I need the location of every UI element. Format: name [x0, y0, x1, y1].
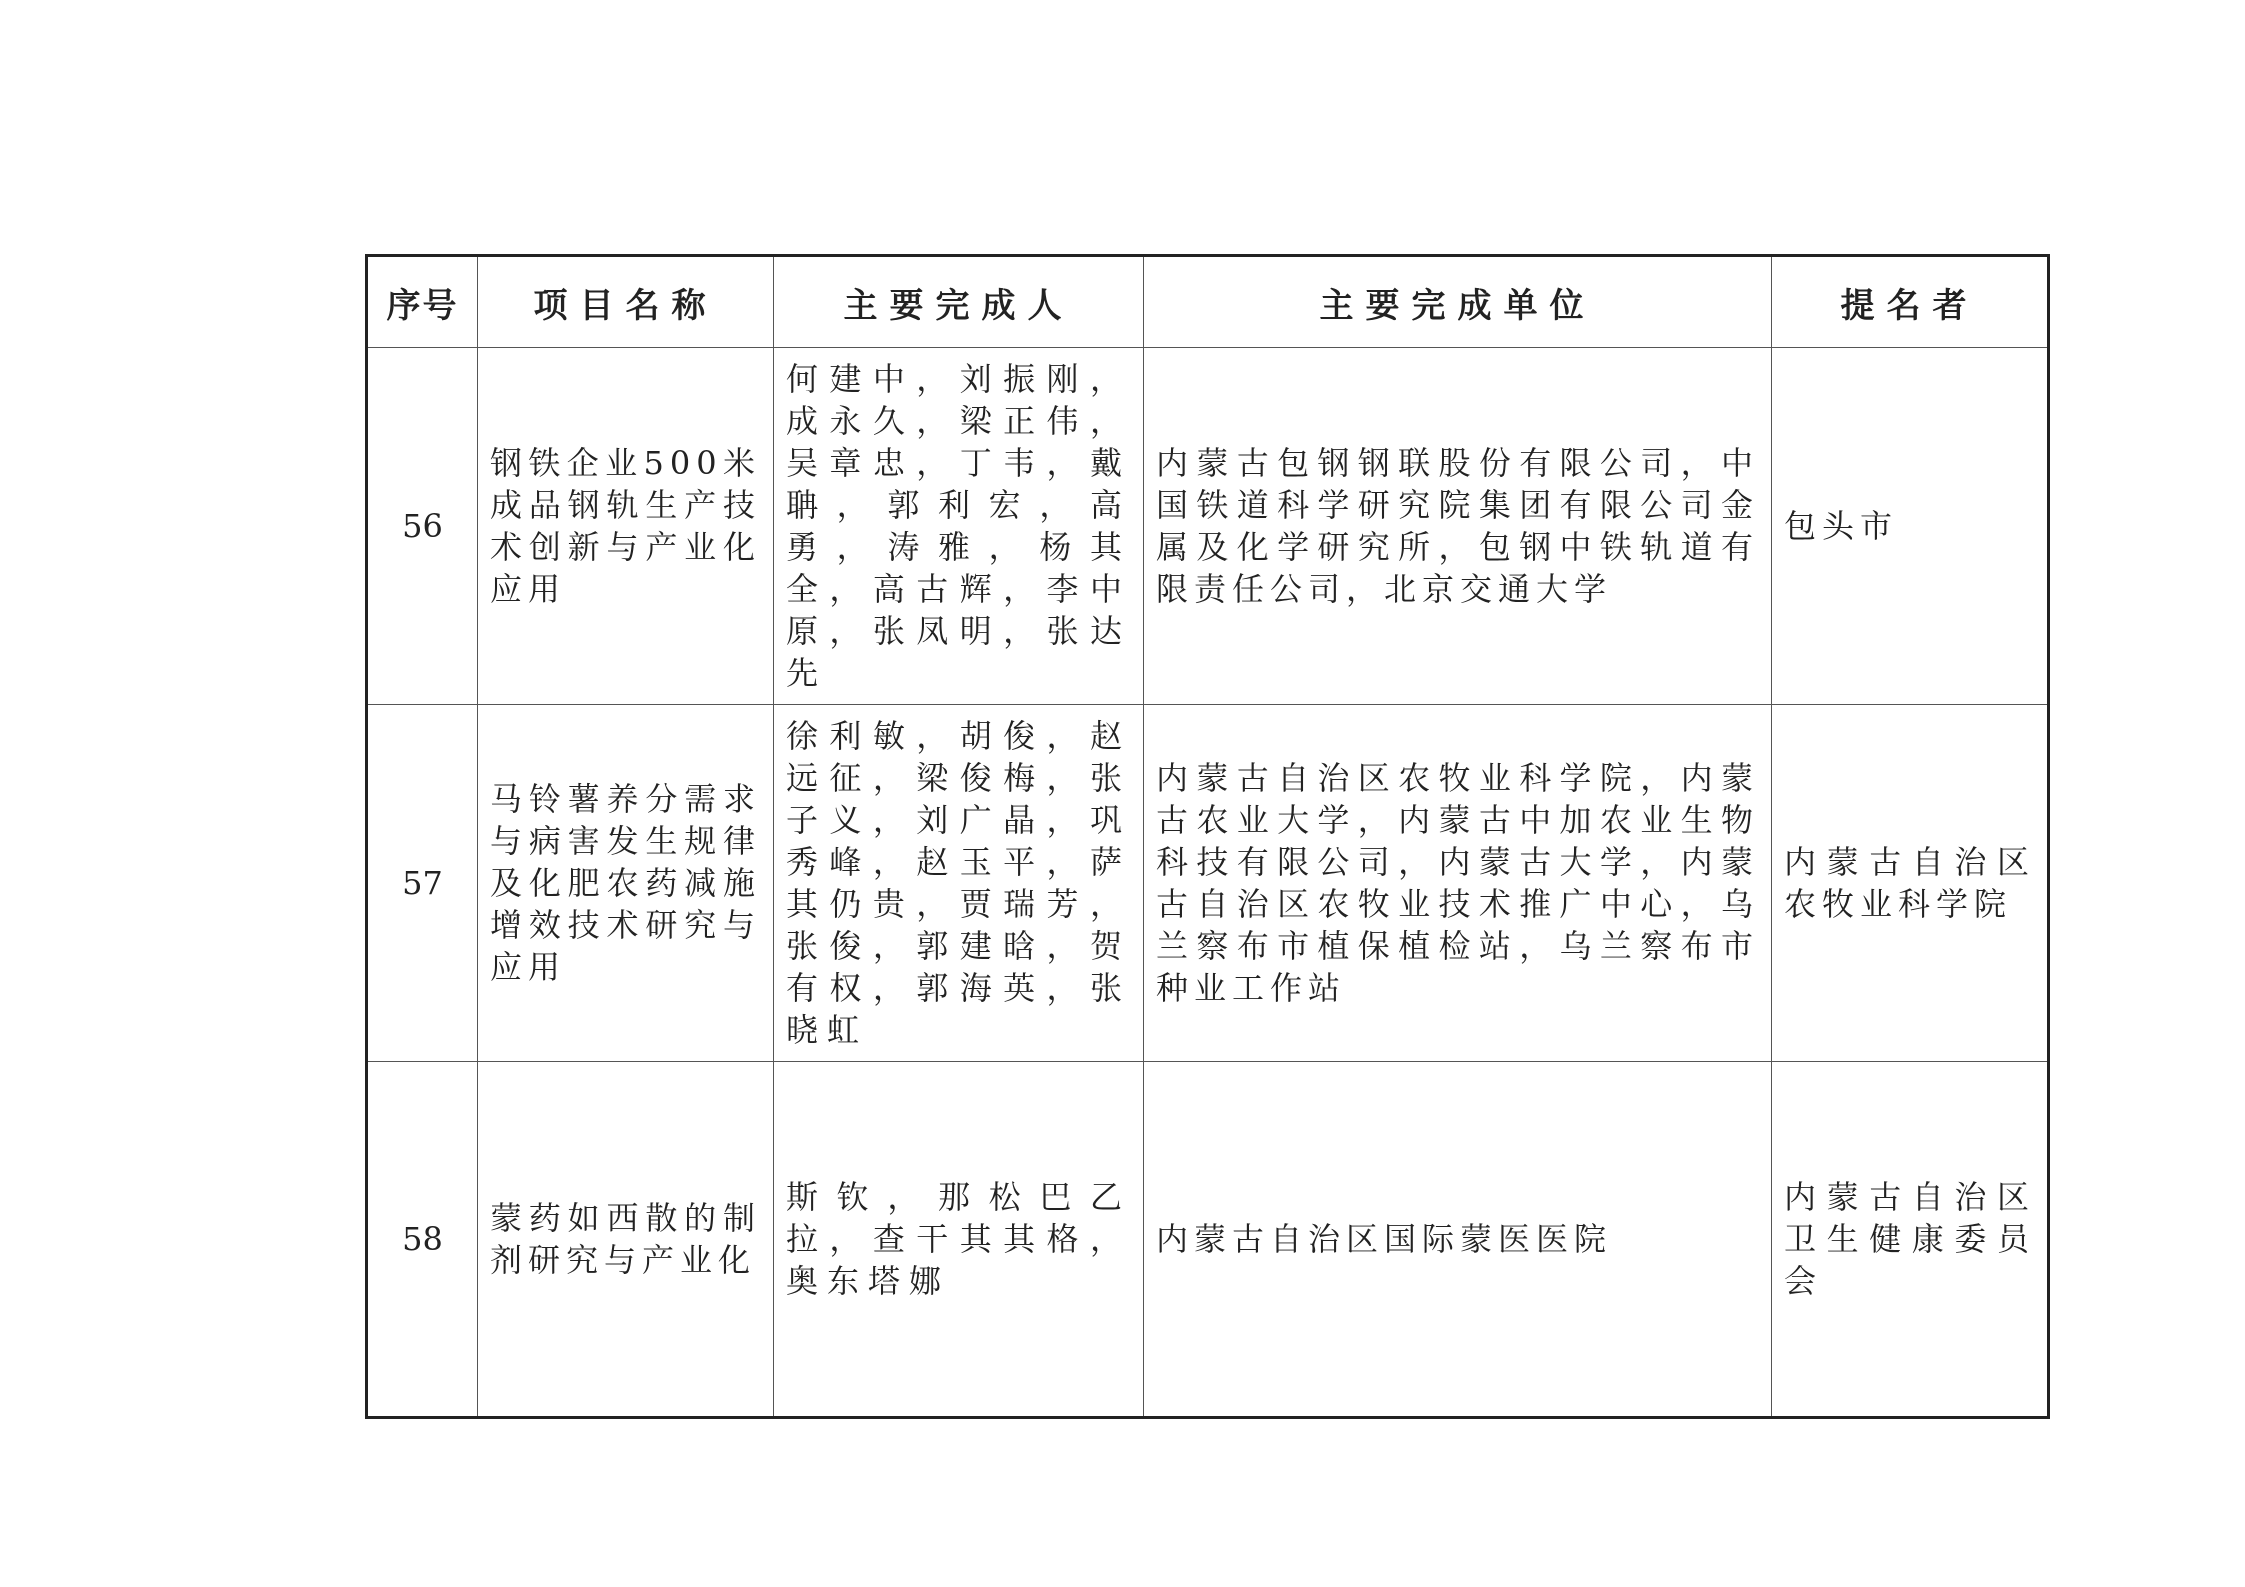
row-nominator: 内蒙古自治区卫生健康委员会 — [1772, 1062, 2049, 1418]
table-row — [367, 705, 2049, 1062]
header-main-persons: 主要完成人 — [774, 256, 1144, 348]
row-project-name: 钢铁企业500米成品钢轨生产技术创新与产业化应用 — [478, 348, 774, 705]
award-table — [365, 254, 2050, 1419]
header-nominator: 提名者 — [1772, 256, 2049, 348]
row-seq: 57 — [367, 705, 478, 1062]
row-seq: 56 — [367, 348, 478, 705]
header-main-units: 主要完成单位 — [1144, 256, 1772, 348]
row-main-persons: 何建中，刘振刚，成永久，梁正伟，吴章忠，丁韦，戴聃，郭利宏，高勇，涛雅，杨其全，高古辉，李中原，张凤明，张达先 — [774, 348, 1144, 705]
row-main-units: 内蒙古包钢钢联股份有限公司，中国铁道科学研究院集团有限公司金属及化学研究所，包钢中铁轨道有限责任公司，北京交通大学 — [1144, 348, 1772, 705]
row-project-name: 蒙药如西散的制剂研究与产业化 — [478, 1062, 774, 1418]
header-seq: 序号 — [367, 256, 478, 348]
table-header-row — [367, 256, 2049, 348]
row-nominator: 内蒙古自治区农牧业科学院 — [1772, 705, 2049, 1062]
row-main-units: 内蒙古自治区国际蒙医医院 — [1144, 1062, 1772, 1418]
row-project-name: 马铃薯养分需求与病害发生规律及化肥农药减施增效技术研究与应用 — [478, 705, 774, 1062]
row-seq: 58 — [367, 1062, 478, 1418]
row-nominator: 包头市 — [1772, 348, 2049, 705]
row-main-persons: 斯钦，那松巴乙拉，查干其其格，奥东塔娜 — [774, 1062, 1144, 1418]
row-main-persons: 徐利敏，胡俊，赵远征，梁俊梅，张子义，刘广晶，巩秀峰，赵玉平，萨其仍贵，贾瑞芳，张俊，郭建晗，贺有权，郭海英，张晓虹 — [774, 705, 1144, 1062]
header-project-name: 项目名称 — [478, 256, 774, 348]
row-main-units: 内蒙古自治区农牧业科学院，内蒙古农业大学，内蒙古中加农业生物科技有限公司，内蒙古大学，内蒙古自治区农牧业技术推广中心，乌兰察布市植保植检站，乌兰察布市种业工作站 — [1144, 705, 1772, 1062]
table-row — [367, 1062, 2049, 1418]
table-row — [367, 348, 2049, 705]
